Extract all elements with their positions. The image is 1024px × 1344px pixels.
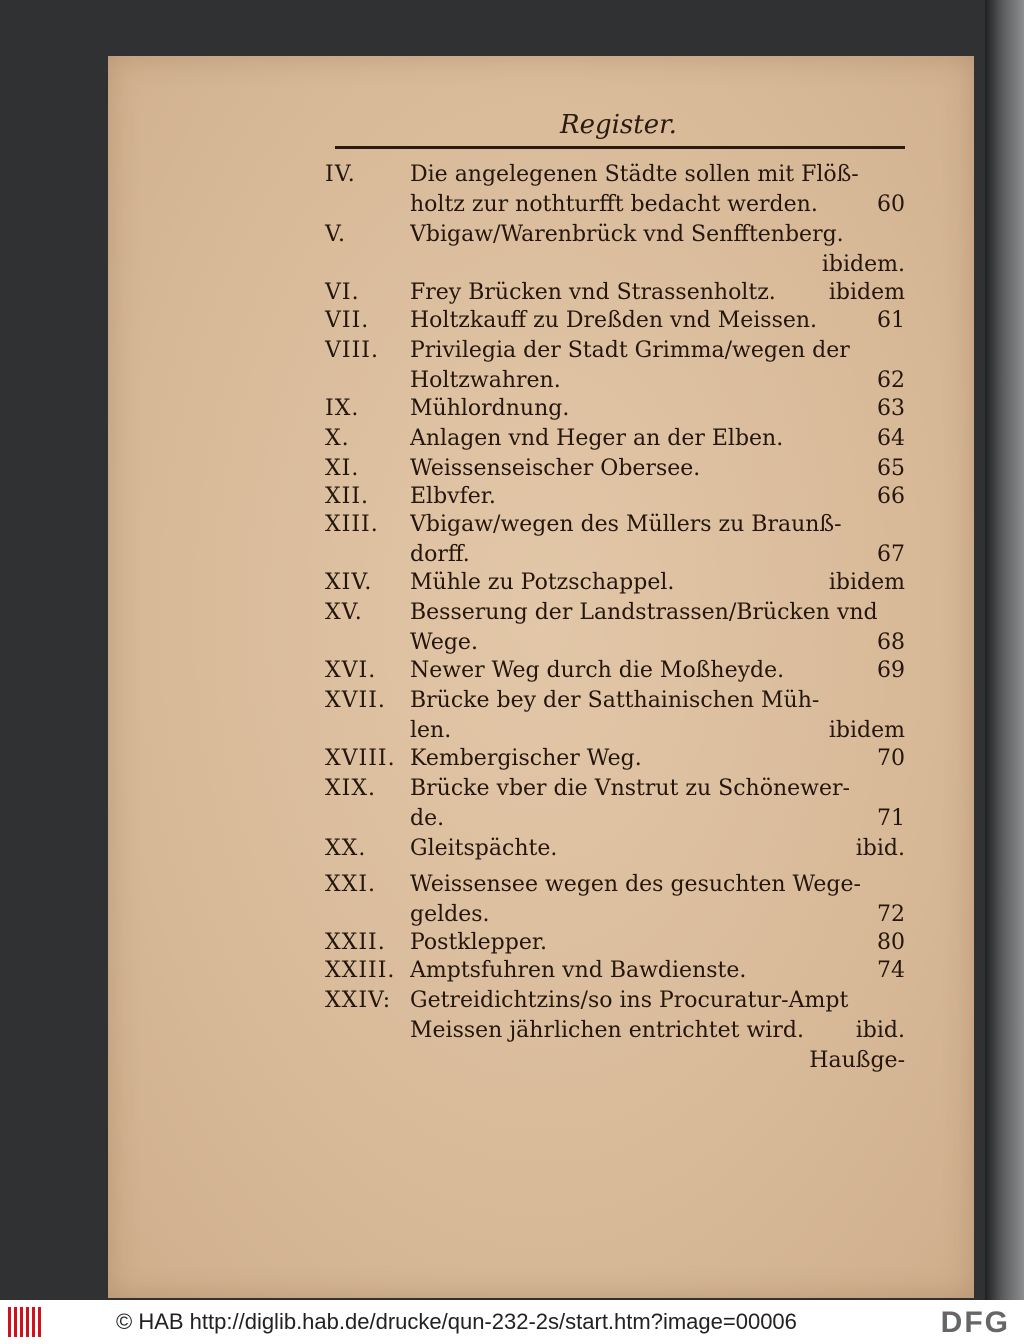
entry-title: Besserung der Landstrassen/Brücken vnd — [410, 600, 878, 625]
entry-title: Gleitspächte. — [410, 836, 558, 861]
entry-title: len. — [410, 718, 452, 743]
entry-page: ibid. — [855, 1018, 905, 1043]
entry-page: 74 — [877, 958, 905, 983]
entry-number: IX. — [325, 396, 360, 421]
entry-continuation — [410, 250, 905, 280]
entry-number: X. — [325, 426, 350, 451]
entry-title: Amptsfuhren vnd Bawdienste. — [410, 958, 747, 983]
copyright-link[interactable]: © HAB http://diglib.hab.de/drucke/qun-232-2s/start.htm?image=00006 — [116, 1309, 797, 1334]
entry-number: VII. — [325, 308, 370, 333]
entry-row — [325, 956, 905, 986]
entry-page: 70 — [877, 746, 905, 771]
entry-row — [325, 482, 905, 512]
entry-row — [325, 598, 905, 628]
entry-title: Holtzkauff zu Dreßden vnd Meissen. — [410, 308, 818, 333]
entry-title: de. — [410, 806, 445, 831]
entry-row — [325, 686, 905, 716]
entry-row — [325, 220, 905, 250]
entry-number: XXII. — [325, 930, 386, 955]
entry-number: XII. — [325, 484, 370, 509]
entry-number: XVI. — [325, 658, 377, 683]
entry-page: 71 — [877, 806, 905, 831]
entry-number: XVIII. — [325, 746, 396, 771]
entry-continuation — [410, 716, 905, 746]
entry-continuation — [410, 366, 905, 396]
entry-page: ibidem — [828, 570, 905, 595]
entry-title: Weissensee wegen des gesuchten Wege- — [410, 872, 861, 897]
entry-title: Holtzwahren. — [410, 368, 561, 393]
entry-title: Postklepper. — [410, 930, 547, 955]
running-title: Register. — [560, 110, 677, 140]
entry-title: Brücke bey der Satthainischen Müh- — [410, 688, 820, 713]
barcode-icon — [8, 1307, 46, 1337]
entry-page: 61 — [877, 308, 905, 333]
entry-title: geldes. — [410, 902, 490, 927]
catchword: Haußge- — [809, 1048, 905, 1073]
entry-title: Elbvfer. — [410, 484, 496, 509]
entry-number: XXIV: — [325, 988, 392, 1013]
entry-continuation — [410, 190, 905, 220]
entry-page: 80 — [877, 930, 905, 955]
entry-page: ibidem. — [821, 252, 905, 277]
entry-row — [325, 160, 905, 190]
entry-row — [325, 394, 905, 424]
entry-title: Mühle zu Potzschappel. — [410, 570, 675, 595]
entry-number: XIV. — [325, 570, 373, 595]
entry-row — [325, 774, 905, 804]
entry-page: 60 — [877, 192, 905, 217]
entry-page: 72 — [877, 902, 905, 927]
entry-row — [325, 510, 905, 540]
entry-page: 63 — [877, 396, 905, 421]
entry-page: 65 — [877, 456, 905, 481]
entry-title: Wege. — [410, 630, 478, 655]
entry-number: XV. — [325, 600, 363, 625]
entry-continuation — [410, 900, 905, 930]
entry-title: Privilegia der Stadt Grimma/wegen der — [410, 338, 850, 363]
entry-number: XXI. — [325, 872, 377, 897]
entry-title: Vbigaw/wegen des Müllers zu Braunß- — [410, 512, 842, 537]
entry-page: ibidem — [828, 280, 905, 305]
entry-row — [325, 424, 905, 454]
entry-number: VI. — [325, 280, 360, 305]
entry-row — [325, 306, 905, 336]
entry-page: ibid. — [855, 836, 905, 861]
entry-row — [325, 568, 905, 598]
entry-number: XI. — [325, 456, 360, 481]
entry-title: dorff. — [410, 542, 470, 567]
entry-continuation — [410, 1016, 905, 1046]
entry-row — [325, 870, 905, 900]
entry-title: Brücke vber die Vnstrut zu Schönewer- — [410, 776, 850, 801]
dfg-logo: DFG — [940, 1306, 1010, 1339]
entry-continuation — [410, 804, 905, 834]
entry-page: ibidem — [828, 718, 905, 743]
entry-page: 62 — [877, 368, 905, 393]
entry-title: Frey Brücken vnd Strassenholtz. — [410, 280, 776, 305]
entry-row — [325, 834, 905, 864]
entry-title: Newer Weg durch die Moßheyde. — [410, 658, 785, 683]
entry-continuation — [410, 540, 905, 570]
entry-number: XIX. — [325, 776, 377, 801]
entry-page: 64 — [877, 426, 905, 451]
entry-title: holtz zur nothturfft bedacht werden. — [410, 192, 818, 217]
entry-page: 69 — [877, 658, 905, 683]
entry-row — [325, 986, 905, 1016]
entry-number: XXIII. — [325, 958, 396, 983]
entry-number: IV. — [325, 162, 356, 187]
entry-continuation — [410, 628, 905, 658]
entry-page: 68 — [877, 630, 905, 655]
entry-number: VIII. — [325, 338, 379, 363]
entry-title: Mühlordnung. — [410, 396, 570, 421]
entry-row — [325, 744, 905, 774]
entry-title: Vbigaw/Warenbrück vnd Senfftenberg. — [410, 222, 844, 247]
viewer-footer — [0, 1300, 1024, 1344]
entry-number: XVII. — [325, 688, 386, 713]
entry-title: Meissen jährlichen entrichtet wird. — [410, 1018, 804, 1043]
entry-row — [325, 336, 905, 366]
entry-row — [325, 656, 905, 686]
entry-row — [325, 454, 905, 484]
entry-title: Weissenseischer Obersee. — [410, 456, 701, 481]
entry-title: Die angelegenen Städte sollen mit Flöß- — [410, 162, 859, 187]
entry-number: V. — [325, 222, 347, 247]
entry-row — [325, 928, 905, 958]
entry-title: Anlagen vnd Heger an der Elben. — [410, 426, 784, 451]
entry-number: XX. — [325, 836, 367, 861]
entry-title: Kembergischer Weg. — [410, 746, 642, 771]
entry-page: 67 — [877, 542, 905, 567]
entry-row — [325, 278, 905, 308]
entry-page: 66 — [877, 484, 905, 509]
entry-number: XIII. — [325, 512, 379, 537]
entry-title: Getreidichtzins/so ins Procuratur-Ampt — [410, 988, 849, 1013]
